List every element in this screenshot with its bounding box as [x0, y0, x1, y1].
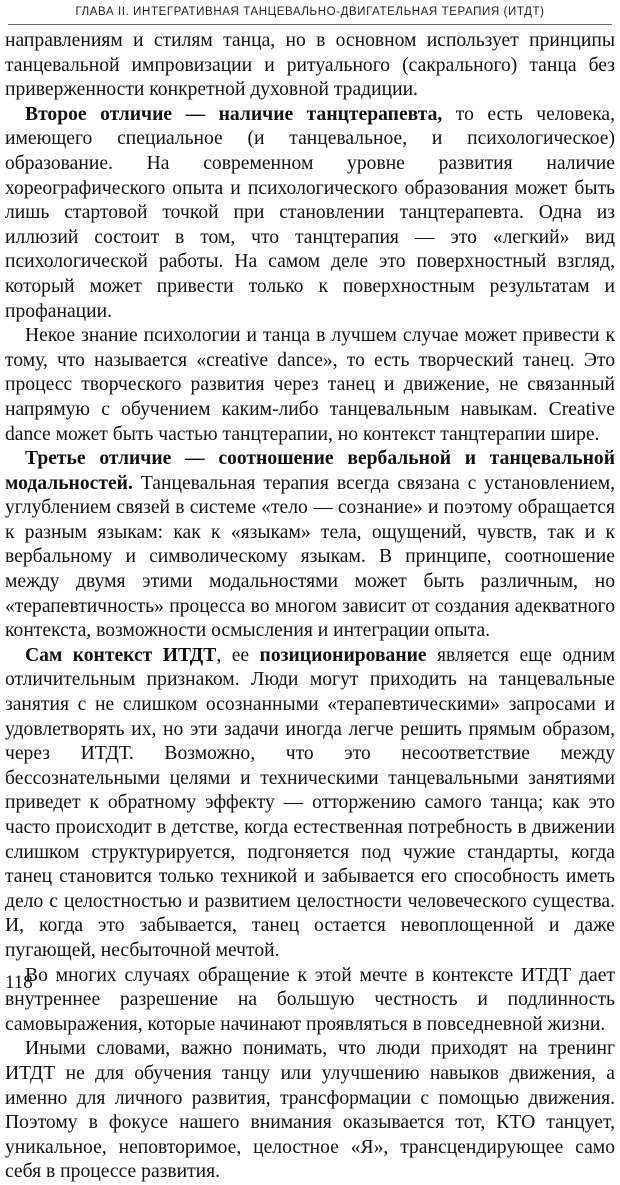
page-number: 118	[5, 972, 33, 993]
paragraph-text: то есть человека, имеющего специальное (и танцевальное, и психологическое) образование. На современном уровне развития наличие хореографического опыта и психологического образования может быть лишь стартовой точкой при становлении танцтерапевта. Одна из иллюзий состоит в том, что танцтерапия — это «легкий» вид психологической работы. На самом деле это поверхностный взгляд, который может привести только к поверхностным результатам и профанации.	[5, 103, 616, 322]
paragraph-text: направлениям и стилям танца, но в основном использует принципы танцевальной импровизации и ритуального (сакрального) танца без приверженности конкретной духовной традиции.	[5, 30, 615, 101]
paragraph-text: Некое знание психологии и танца в лучшем случае может привести к тому, что называется «creative dance», то есть творческий танец. Это процесс творческого развития через танец и движение, не связанный напрямую с обучением каким-либо танцевальным навыкам. Creative dance может быть частью танцтерапии, но контекст танцтерапии шире.	[5, 325, 615, 445]
paragraph-text: Иными словами, важно понимать, что люди приходят на тренинг ИТДТ не для обучения танцу или улучшению навыков движения, а именно для личного развития, трансформации с помощью движения. Поэтому в фокусе нашего внимания оказывается тот, КТО танцует, уникальное, неповторимое, целостное «Я», трансцендирующее само себя в процессе развития.	[5, 1038, 615, 1183]
header-rule	[8, 24, 612, 25]
paragraph-1	[5, 29, 615, 103]
paragraph-2	[5, 103, 615, 324]
paragraph-4	[5, 447, 615, 644]
paragraph-lead: Сам контекст ИТДТ	[25, 644, 217, 666]
paragraph-lead: Второе отличие — наличие танцтерапевта,	[25, 103, 443, 125]
bold-term: позиционирование	[259, 644, 427, 666]
page-body	[5, 29, 615, 1185]
paragraph-text: Во многих случаях обращение к этой мечте в контексте ИТДТ дает внутреннее разрешение на большую честность и подлинность самовыражения, которые начинают проявляться в повседневной жизни.	[5, 964, 615, 1035]
paragraph-3	[5, 324, 615, 447]
paragraph-lead: Третье отличие — соотношение вербальной и танцевальной модальностей.	[5, 448, 615, 494]
paragraph-7	[5, 1037, 615, 1185]
paragraph-6	[5, 964, 615, 1038]
running-header: ГЛАВА II. ИНТЕГРАТИВНАЯ ТАНЦЕВАЛЬНО-ДВИГАТЕЛЬНАЯ ТЕРАПИЯ (ИТДТ)	[75, 6, 545, 18]
paragraph-text: Танцевальная терапия всегда связана с установлением, углублением связей в системе «тело — сознание» и поэтому обращается к разным языкам: как к «языкам» тела, ощущений, чувств, так и к вербальному и символическому языкам. В принципе, соотношение между двумя этими модальностями может быть различным, но «терапевтичность» процесса во многом зависит от создания адекватного контекста, возможности осмысления и интеграции опыта.	[5, 472, 615, 642]
paragraph-text: , ее позиционирование является еще одним отличительным признаком. Люди могут приходить на танцевальные занятия с не слишком осознанными «терапевтическими» запросами и удовлетворять их, но эти задачи иногда легче решить прямым образом, через ИТДТ. Возможно, что это несоответствие между бессознательными целями и техническими танцевальными занятиями приведет к обратному эффекту — отторжению самого танца; как это часто происходит в детстве, когда естественная потребность в движении слишком структурируется, подгоняется под чужие стандарты, когда танец становится только техникой и забывается его способность иметь дело с целостностью и развитием целостности человеческого существа. И, когда это забывается, танец остается невоплощенной и даже пугающей, несбыточной мечтой.	[5, 644, 615, 961]
paragraph-5	[5, 644, 615, 964]
